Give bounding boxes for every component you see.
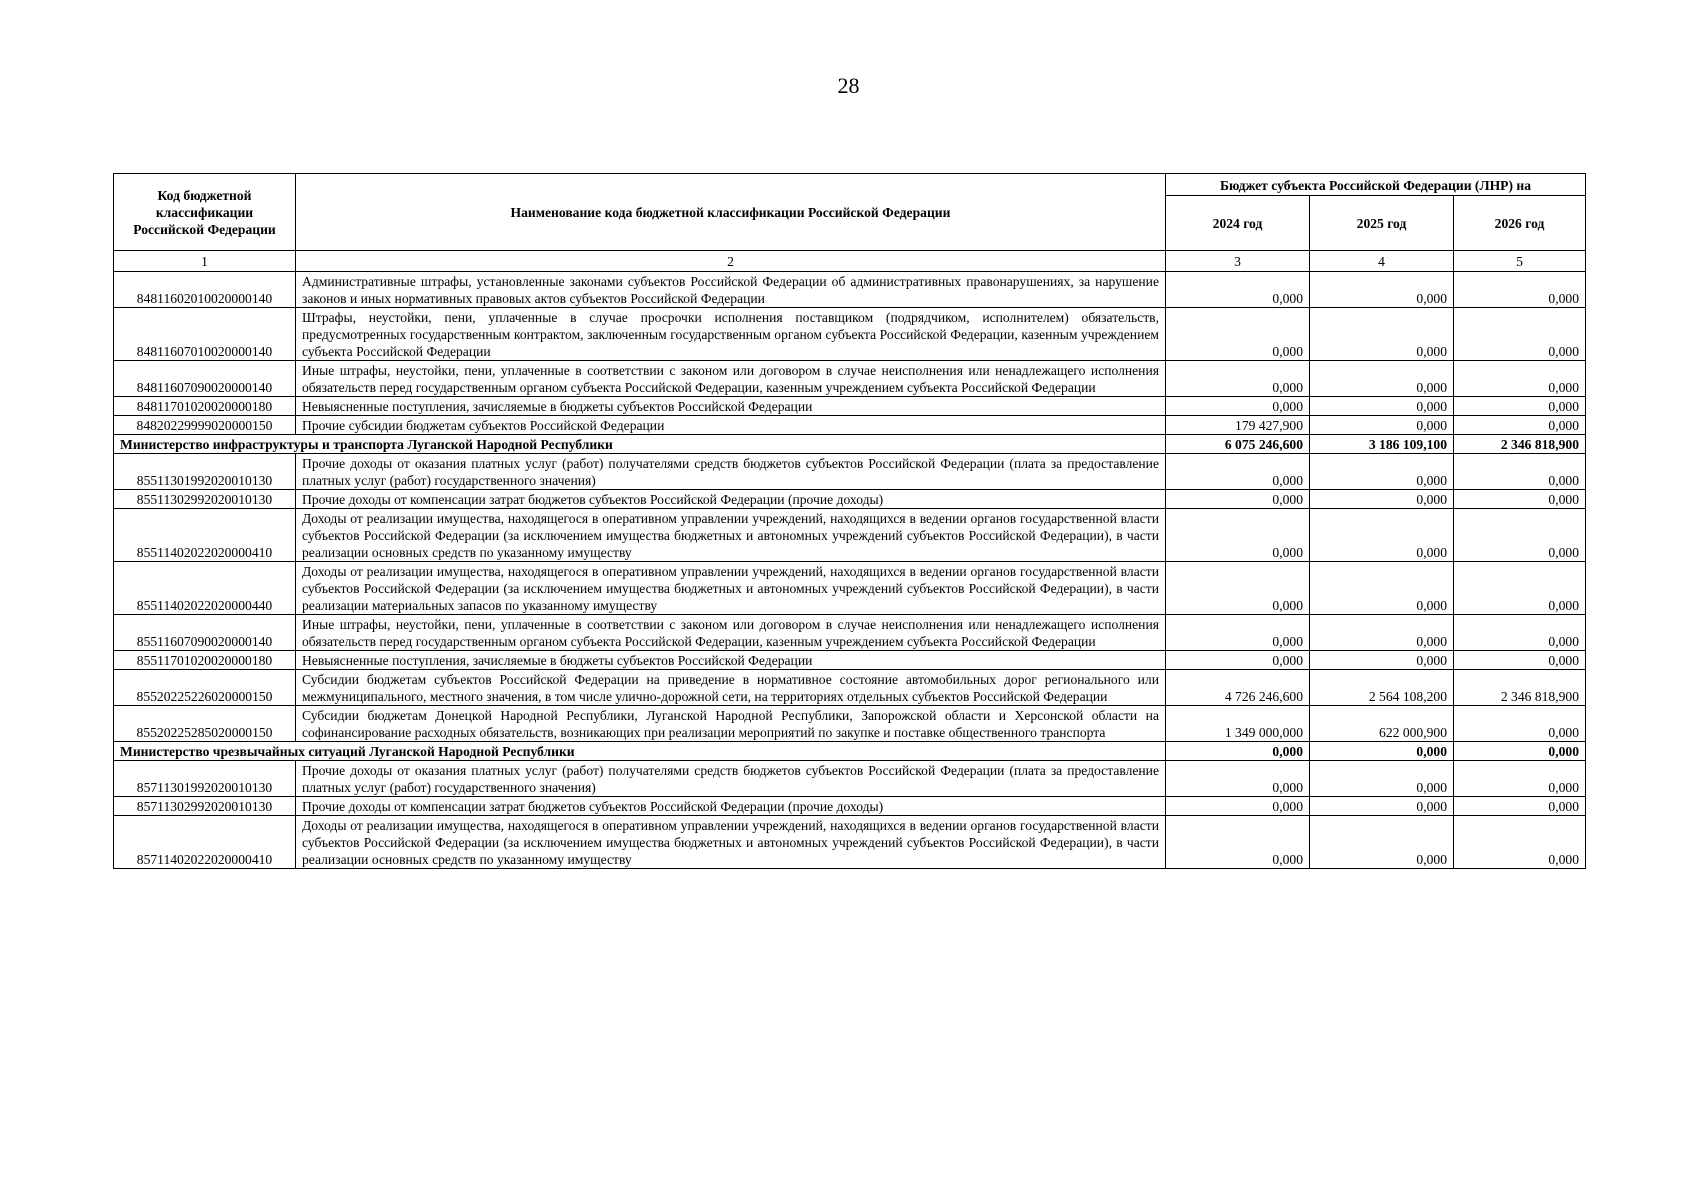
- code-name: Доходы от реализации имущества, находящегося в оперативном управлении учреждений, находящихся в ведении органов государственной власти субъектов Российской Федерации (за исключением имущества бюджетных и автономных учреждений субъектов Российской Федерации), в части реализации материальных запасов по указанному имуществу: [296, 562, 1166, 615]
- code-name: Прочие субсидии бюджетам субъектов Российской Федерации: [296, 416, 1166, 435]
- table-row: [114, 361, 1586, 397]
- table-row: [114, 816, 1586, 869]
- budget-code: 84811607090020000140: [114, 361, 296, 397]
- column-number: 3: [1166, 251, 1310, 272]
- value-2026: 0,000: [1454, 509, 1586, 562]
- ministry-name: Министерство чрезвычайных ситуаций Луганской Народной Республики: [114, 742, 1166, 761]
- budget-code: 85711301992020010130: [114, 761, 296, 797]
- budget-code: 85511607090020000140: [114, 615, 296, 651]
- value-2024: 0,000: [1166, 742, 1310, 761]
- header-budget-group: Бюджет субъекта Российской Федерации (ЛНР) на: [1166, 174, 1586, 196]
- value-2026: 0,000: [1454, 816, 1586, 869]
- header-year-2024: 2024 год: [1166, 196, 1310, 251]
- value-2024: 0,000: [1166, 454, 1310, 490]
- table-row: [114, 761, 1586, 797]
- page-number: 28: [837, 73, 860, 98]
- value-2025: 0,000: [1310, 797, 1454, 816]
- value-2025: 0,000: [1310, 416, 1454, 435]
- value-2025: 0,000: [1310, 761, 1454, 797]
- table-row: [114, 397, 1586, 416]
- column-number: 1: [114, 251, 296, 272]
- code-name: Штрафы, неустойки, пени, уплаченные в случае просрочки исполнения поставщиком (подрядчиком, исполнителем) обязательств, предусмотренных государственным контрактом, заключенным государственным органом субъекта Российской Федерации, казенным учреждением субъекта Российской Федерации: [296, 308, 1166, 361]
- budget-code: 85511701020020000180: [114, 651, 296, 670]
- code-name: Прочие доходы от оказания платных услуг (работ) получателями средств бюджетов субъектов Российской Федерации (плата за предоставление платных услуг (работ) государственного значения): [296, 454, 1166, 490]
- value-2026: 2 346 818,900: [1454, 435, 1586, 454]
- column-number-row: [114, 251, 1586, 272]
- code-name: Невыясненные поступления, зачисляемые в бюджеты субъектов Российской Федерации: [296, 397, 1166, 416]
- budget-code: 84811701020020000180: [114, 397, 296, 416]
- code-name: Субсидии бюджетам Донецкой Народной Республики, Луганской Народной Республики, Запорожской области и Херсонской области на софинансирование расходных обязательств, возникающих при реализации мероприятий по закупке и поставке общественного транспорта: [296, 706, 1166, 742]
- value-2024: 1 349 000,000: [1166, 706, 1310, 742]
- table-row: [114, 509, 1586, 562]
- value-2025: 0,000: [1310, 397, 1454, 416]
- value-2024: 0,000: [1166, 615, 1310, 651]
- value-2024: 0,000: [1166, 651, 1310, 670]
- value-2026: 0,000: [1454, 615, 1586, 651]
- value-2025: 0,000: [1310, 361, 1454, 397]
- value-2025: 0,000: [1310, 562, 1454, 615]
- header-code: Код бюджетной классификации Российской Федерации: [114, 174, 296, 251]
- table-row: [114, 308, 1586, 361]
- table-row: [114, 651, 1586, 670]
- code-name: Невыясненные поступления, зачисляемые в бюджеты субъектов Российской Федерации: [296, 651, 1166, 670]
- budget-code: 85511402022020000440: [114, 562, 296, 615]
- value-2025: 3 186 109,100: [1310, 435, 1454, 454]
- value-2026: 0,000: [1454, 706, 1586, 742]
- budget-code: 85511301992020010130: [114, 454, 296, 490]
- value-2024: 4 726 246,600: [1166, 670, 1310, 706]
- value-2026: 0,000: [1454, 490, 1586, 509]
- code-name: Прочие доходы от компенсации затрат бюджетов субъектов Российской Федерации (прочие доходы): [296, 797, 1166, 816]
- budget-code: 84820229999020000150: [114, 416, 296, 435]
- value-2025: 2 564 108,200: [1310, 670, 1454, 706]
- budget-code: 85520225285020000150: [114, 706, 296, 742]
- value-2026: 0,000: [1454, 562, 1586, 615]
- table-row: [114, 562, 1586, 615]
- budget-code: 85511402022020000410: [114, 509, 296, 562]
- value-2025: 0,000: [1310, 651, 1454, 670]
- table-row: [114, 490, 1586, 509]
- table-row: [114, 797, 1586, 816]
- value-2024: 0,000: [1166, 490, 1310, 509]
- code-name: Прочие доходы от оказания платных услуг (работ) получателями средств бюджетов субъектов Российской Федерации (плата за предоставление платных услуг (работ) государственного значения): [296, 761, 1166, 797]
- header-name: Наименование кода бюджетной классификации Российской Федерации: [296, 174, 1166, 251]
- value-2026: 2 346 818,900: [1454, 670, 1586, 706]
- code-name: Субсидии бюджетам субъектов Российской Федерации на приведение в нормативное состояние автомобильных дорог регионального или межмуниципального, местного значения, в том числе улично-дорожной сети, на территориях отдельных субъектов Российской Федерации: [296, 670, 1166, 706]
- value-2026: 0,000: [1454, 308, 1586, 361]
- value-2024: 0,000: [1166, 272, 1310, 308]
- column-number: 5: [1454, 251, 1586, 272]
- header-year-2025: 2025 год: [1310, 196, 1454, 251]
- ministry-row: [114, 742, 1586, 761]
- budget-code: 85711402022020000410: [114, 816, 296, 869]
- budget-code: 84811607010020000140: [114, 308, 296, 361]
- value-2026: 0,000: [1454, 651, 1586, 670]
- header-year-2026: 2026 год: [1454, 196, 1586, 251]
- code-name: Прочие доходы от компенсации затрат бюджетов субъектов Российской Федерации (прочие доходы): [296, 490, 1166, 509]
- budget-code: 85711302992020010130: [114, 797, 296, 816]
- value-2024: 179 427,900: [1166, 416, 1310, 435]
- value-2024: 0,000: [1166, 797, 1310, 816]
- ministry-name: Министерство инфраструктуры и транспорта Луганской Народной Республики: [114, 435, 1166, 454]
- value-2025: 0,000: [1310, 742, 1454, 761]
- code-name: Доходы от реализации имущества, находящегося в оперативном управлении учреждений, находящихся в ведении органов государственной власти субъектов Российской Федерации (за исключением имущества бюджетных и автономных учреждений субъектов Российской Федерации), в части реализации основных средств по указанному имуществу: [296, 509, 1166, 562]
- value-2025: 0,000: [1310, 615, 1454, 651]
- value-2026: 0,000: [1454, 272, 1586, 308]
- value-2025: 0,000: [1310, 308, 1454, 361]
- value-2024: 0,000: [1166, 816, 1310, 869]
- table-body: [114, 272, 1586, 869]
- value-2024: 0,000: [1166, 562, 1310, 615]
- code-name: Иные штрафы, неустойки, пени, уплаченные в соответствии с законом или договором в случае неисполнения или ненадлежащего исполнения обязательств перед государственным органом субъекта Российской Федерации, казенным учреждением субъекта Российской Федерации: [296, 361, 1166, 397]
- value-2025: 0,000: [1310, 272, 1454, 308]
- table-row: [114, 454, 1586, 490]
- value-2024: 0,000: [1166, 509, 1310, 562]
- table-row: [114, 706, 1586, 742]
- column-number: 4: [1310, 251, 1454, 272]
- value-2024: 0,000: [1166, 397, 1310, 416]
- budget-code: 84811602010020000140: [114, 272, 296, 308]
- value-2025: 622 000,900: [1310, 706, 1454, 742]
- ministry-row: [114, 435, 1586, 454]
- value-2024: 0,000: [1166, 361, 1310, 397]
- table-row: [114, 416, 1586, 435]
- table-row: [114, 615, 1586, 651]
- value-2024: 0,000: [1166, 761, 1310, 797]
- code-name: Иные штрафы, неустойки, пени, уплаченные в соответствии с законом или договором в случае неисполнения или ненадлежащего исполнения обязательств перед государственным органом субъекта Российской Федерации, казенным учреждением субъекта Российской Федерации: [296, 615, 1166, 651]
- value-2026: 0,000: [1454, 361, 1586, 397]
- value-2025: 0,000: [1310, 816, 1454, 869]
- budget-code: 85511302992020010130: [114, 490, 296, 509]
- value-2025: 0,000: [1310, 490, 1454, 509]
- value-2024: 6 075 246,600: [1166, 435, 1310, 454]
- value-2025: 0,000: [1310, 509, 1454, 562]
- value-2026: 0,000: [1454, 416, 1586, 435]
- column-number: 2: [296, 251, 1166, 272]
- table-row: [114, 670, 1586, 706]
- budget-table: [113, 173, 1586, 869]
- code-name: Доходы от реализации имущества, находящегося в оперативном управлении учреждений, находящихся в ведении органов государственной власти субъектов Российской Федерации (за исключением имущества бюджетных и автономных учреждений субъектов Российской Федерации), в части реализации основных средств по указанному имуществу: [296, 816, 1166, 869]
- table-header: [114, 174, 1586, 272]
- value-2025: 0,000: [1310, 454, 1454, 490]
- value-2026: 0,000: [1454, 797, 1586, 816]
- value-2026: 0,000: [1454, 742, 1586, 761]
- budget-code: 85520225226020000150: [114, 670, 296, 706]
- value-2026: 0,000: [1454, 761, 1586, 797]
- value-2026: 0,000: [1454, 454, 1586, 490]
- value-2026: 0,000: [1454, 397, 1586, 416]
- value-2024: 0,000: [1166, 308, 1310, 361]
- code-name: Административные штрафы, установленные законами субъектов Российской Федерации об административных правонарушениях, за нарушение законов и иных нормативных правовых актов субъектов Российской Федерации: [296, 272, 1166, 308]
- table-row: [114, 272, 1586, 308]
